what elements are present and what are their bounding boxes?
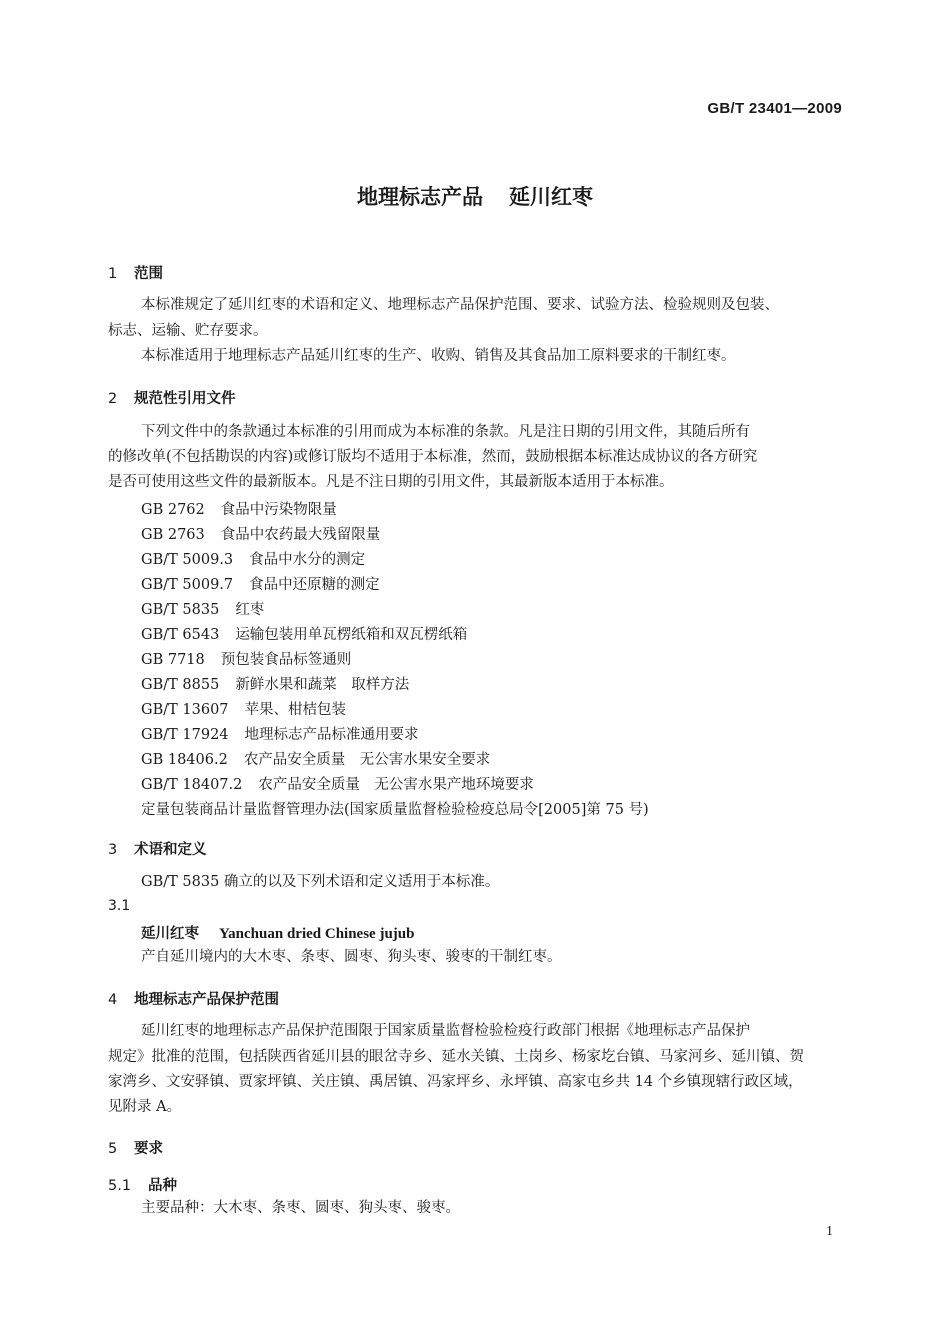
section-4-heading: 4 地理标志产品保护范围 [108,992,279,1008]
standard-code: GB/T 23401—2009 [707,100,842,117]
reference-item-regulation: 定量包装商品计量监督管理办法(国家质量监督检验检疫总局令[2005]第 75 号) [141,802,649,818]
section-1-para2: 本标准适用于地理标志产品延川红枣的生产、收购、销售及其食品加工原料要求的干制红枣。 [141,348,736,364]
section-5-heading: 5 要求 [108,1141,163,1157]
section-4-line2: 规定》批准的范围，包括陕西省延川县的眼岔寺乡、延水关镇、土岗乡、杨家圪台镇、马家河乡、延川镇、贺 [108,1049,804,1065]
section-1-para1-line1: 本标准规定了延川红枣的术语和定义、地理标志产品保护范围、要求、试验方法、检验规则及包装、 [141,297,779,313]
reference-item: GB 7718 预包装食品标签通则 [141,652,352,668]
reference-item: GB 2763 食品中农药最大残留限量 [141,527,381,543]
subsection-5-1-heading: 5.1 品种 [108,1178,177,1194]
section-3-intro: GB/T 5835 确立的以及下列术语和定义适用于本标准。 [141,874,500,890]
section-2-heading: 2 规范性引用文件 [108,391,236,407]
subsection-3-1-number: 3.1 [108,898,131,914]
term-definition: 产自延川境内的大木枣、条枣、圆枣、狗头枣、骏枣的干制红枣。 [141,949,562,965]
reference-item: GB/T 5009.7 食品中还原糖的测定 [141,577,380,593]
page-number: 1 [826,1224,833,1239]
reference-item: GB 18406.2 农产品安全质量 无公害水果安全要求 [141,752,491,768]
reference-item: GB/T 13607 苹果、柑桔包装 [141,702,347,718]
section-4-line3: 家湾乡、文安驿镇、贾家坪镇、关庄镇、禹居镇、冯家坪乡、永坪镇、高家屯乡共 14 个乡镇现辖行政区域， [108,1074,803,1090]
section-2-intro-line3: 是否可使用这些文件的最新版本。凡是不注日期的引用文件，其最新版本适用于本标准。 [108,474,674,490]
term-entry [141,922,414,943]
section-5-1-text: 主要品种：大木枣、条枣、圆枣、狗头枣、骏枣。 [141,1200,460,1216]
section-4-line1: 延川红枣的地理标志产品保护范围限于国家质量监督检验检疫行政部门根据《地理标志产品保护 [141,1023,750,1039]
reference-item: GB/T 8855 新鲜水果和蔬菜 取样方法 [141,677,410,693]
reference-item: GB/T 17924 地理标志产品标准通用要求 [141,727,419,743]
reference-item: GB/T 5835 红枣 [141,602,265,618]
reference-item: GB/T 6543 运输包装用单瓦楞纸箱和双瓦楞纸箱 [141,627,468,643]
section-1-heading: 1 范围 [108,266,163,282]
term-chinese: 延川红枣 [141,926,199,942]
reference-item: GB/T 5009.3 食品中水分的测定 [141,552,366,568]
section-1-para1-line2: 标志、运输、贮存要求。 [108,323,268,339]
section-3-heading: 3 术语和定义 [108,842,207,858]
section-2-intro-line1: 下列文件中的条款通过本标准的引用而成为本标准的条款。凡是注日期的引用文件，其随后所有 [141,424,750,440]
reference-item: GB 2762 食品中污染物限量 [141,502,337,518]
section-4-line4: 见附录 A。 [108,1099,182,1115]
title-part1: 地理标志产品 [357,185,483,209]
title-part2: 延川红枣 [509,185,593,209]
section-2-intro-line2: 的修改单(不包括勘误的内容)或修订版均不适用于本标准，然而，鼓励根据本标准达成协议的各方研究 [108,449,758,465]
reference-item: GB/T 18407.2 农产品安全质量 无公害水果产地环境要求 [141,777,534,793]
document-title [0,181,950,211]
term-english: Yanchuan dried Chinese jujub [219,926,415,942]
